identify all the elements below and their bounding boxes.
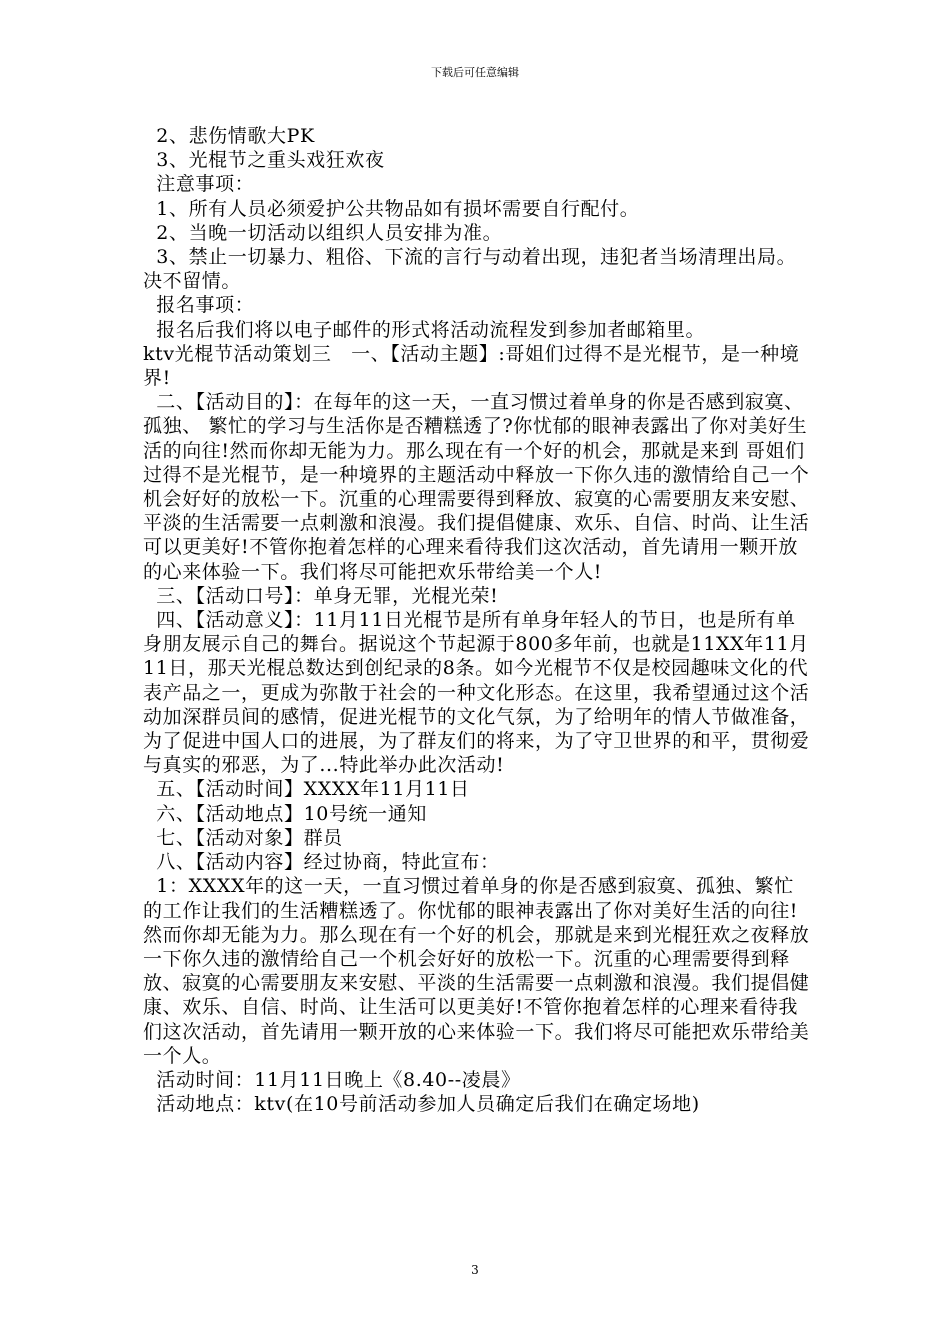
paragraph: 三、【活动口号】：单身无罪，光棍光荣!	[143, 584, 499, 607]
paragraph: 报名事项：	[143, 294, 255, 317]
paragraph: 3、禁止一切暴力、粗俗、下流的言行与动着出现，违犯者当场清理出局。决不留情。	[143, 246, 797, 293]
paragraph: ktv光棍节活动策划三 一、【活动主题】:哥姐们过得不是光棍节，是一种境界!	[143, 342, 800, 390]
paragraph: 六、【活动地点】10号统一通知	[143, 802, 427, 825]
paragraph: 二、【活动目的】：在每年的这一天，一直习惯过着单身的你是否感到寂寞、孤独、 繁忙的学习与生活你是否糟糕透了?你忧郁的眼神表露出了你对美好生活的向往!然而你却无能为力。那么现在有一个好的机会，那就是来到 哥姐们过得不是光棍节，是一种境界的主题活动中释放一下你久违的激情给自己一个机会好好的放松一下。沉重的心理需要得到释放、寂寞的心需要朋友来安慰、平淡的生活需要一点刺激和浪漫。我们提倡健康、欢乐、自信、时尚、让生活可以更美好!不管你抱着怎样的心理来看待我们这次活动，首先请用一颗开放的心来体验一下。我们将尽可能把欢乐带给美一个人!	[143, 391, 810, 583]
paragraph: 活动地点：ktv(在10号前活动参加人员确定后我们在确定场地)	[143, 1093, 700, 1116]
paragraph: 1：XXXX年的这一天，一直习惯过着单身的你是否感到寂寞、孤独、繁忙的工作让我们的生活糟糕透了。你忧郁的眼神表露出了你对美好生活的向往!然而你却无能为力。那么现在有一个好的机会，那就是来到光棍狂欢之夜释放一下你久违的激情给自己一个机会好好的放松一下。沉重的心理需要得到释放、寂寞的心需要朋友来安慰、平淡的生活需要一点刺激和浪漫。我们提倡健康、欢乐、自信、时尚、让生活可以更美好!不管你抱着怎样的心理来看待我们这次活动，首先请用一颗开放的心来体验一下。我们将尽可能把欢乐带给美一个人。	[143, 875, 810, 1067]
paragraph: 五、【活动时间】XXXX年11月11日	[143, 778, 470, 801]
paragraph: 2、当晚一切活动以组织人员安排为准。	[143, 221, 503, 244]
paragraph: 活动时间：11月11日晚上《8.40--凌晨》	[143, 1068, 521, 1091]
paragraph: 七、【活动对象】群员	[143, 826, 343, 849]
paragraph: 八、【活动内容】经过协商，特此宣布：	[143, 851, 500, 874]
paragraph: 2、悲伤情歌大PK	[143, 125, 315, 147]
document-body	[143, 124, 811, 1116]
paragraph: 四、【活动意义】：11月11日光棍节是所有单身年轻人的节日，也是所有单身朋友展示自己的舞台。据说这个节起源于800多年前，也就是11XX年11月11日，那天光棍总数达到创纪录的8条。如今光棍节不仅是校园趣味文化的代表产品之一，更成为弥散于社会的一种文化形态。在这里，我希望通过这个活动加深群员间的感情，促进光棍节的文化气氛，为了给明年的情人节做准备，为了促进中国人口的进展，为了群友们的将来，为了守卫世界的和平，贯彻爱与真实的邪恶，为了...特此举办此次活动!	[143, 609, 810, 777]
paragraph: 报名后我们将以电子邮件的形式将活动流程发到参加者邮箱里。	[143, 318, 706, 341]
page-header-note: 下载后可任意编辑	[431, 66, 519, 79]
paragraph: 注意事项：	[143, 173, 255, 196]
page-number: 3	[471, 1263, 479, 1277]
paragraph: 3、光棍节之重头戏狂欢夜	[143, 149, 385, 172]
paragraph: 1、所有人员必须爱护公共物品如有损坏需要自行配付。	[143, 197, 640, 220]
